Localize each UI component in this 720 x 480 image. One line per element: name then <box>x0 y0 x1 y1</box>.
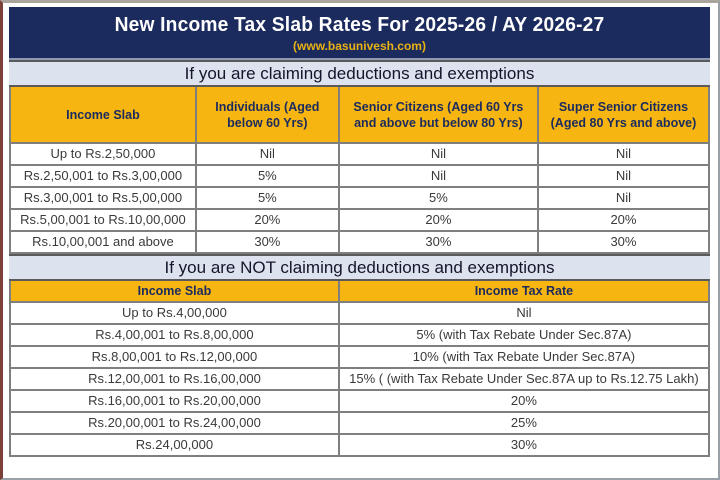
table-cell: Rs.12,00,001 to Rs.16,00,000 <box>9 369 340 391</box>
table-cell: 5% <box>197 188 340 210</box>
table-cell: Nil <box>539 166 710 188</box>
table-row <box>9 413 710 435</box>
table-cell: 20% <box>539 210 710 232</box>
table-cell: Up to Rs.2,50,000 <box>9 144 197 166</box>
table-cell: Nil <box>340 144 539 166</box>
table-row <box>9 210 710 232</box>
table-cell: 15% ( (with Tax Rebate Under Sec.87A up to Rs.12.75 Lakh) <box>340 369 710 391</box>
page-title: New Income Tax Slab Rates For 2025-26 / AY 2026-27 <box>114 13 605 36</box>
table-cell: 30% <box>197 232 340 254</box>
table-header-row <box>9 281 710 303</box>
table-cell: 5% <box>197 166 340 188</box>
table-row <box>9 325 710 347</box>
table-cell: 30% <box>539 232 710 254</box>
table-row <box>9 369 710 391</box>
table-cell: Rs.8,00,001 to Rs.12,00,000 <box>9 347 340 369</box>
section-heading-deductions: If you are claiming deductions and exemptions <box>9 60 710 87</box>
deductions-table <box>9 87 710 254</box>
table-row <box>9 303 710 325</box>
table-row <box>9 166 710 188</box>
table-row <box>9 144 710 166</box>
table-cell: 10% (with Tax Rebate Under Sec.87A) <box>340 347 710 369</box>
table-row <box>9 435 710 457</box>
column-header: Income Slab <box>9 281 340 303</box>
table-cell: 5% (with Tax Rebate Under Sec.87A) <box>340 325 710 347</box>
table-row <box>9 391 710 413</box>
section-heading-no-deductions: If you are NOT claiming deductions and exemptions <box>9 254 710 281</box>
table-cell: 30% <box>340 435 710 457</box>
table-cell: Nil <box>340 303 710 325</box>
table-cell: 20% <box>340 210 539 232</box>
table-cell: 20% <box>340 391 710 413</box>
table-row <box>9 347 710 369</box>
table-row <box>9 232 710 254</box>
table-cell: Rs.20,00,001 to Rs.24,00,000 <box>9 413 340 435</box>
column-header: Income Tax Rate <box>340 281 710 303</box>
table-cell: Nil <box>539 188 710 210</box>
table-cell: Nil <box>340 166 539 188</box>
header-banner <box>9 7 710 60</box>
table-cell: 20% <box>197 210 340 232</box>
table-cell: Nil <box>539 144 710 166</box>
column-header: Super Senior Citizens (Aged 80 Yrs and above) <box>539 87 710 144</box>
table-cell: 30% <box>340 232 539 254</box>
table-header-row <box>9 87 710 144</box>
table-cell: Up to Rs.4,00,000 <box>9 303 340 325</box>
site-url-text: (www.basunivesh.com) <box>293 38 426 53</box>
table-cell: Rs.24,00,000 <box>9 435 340 457</box>
table-row <box>9 188 710 210</box>
table-cell: Rs.2,50,001 to Rs.3,00,000 <box>9 166 197 188</box>
table-cell: Rs.10,00,001 and above <box>9 232 197 254</box>
table-cell: Rs.16,00,001 to Rs.20,00,000 <box>9 391 340 413</box>
page-frame <box>3 3 718 478</box>
no-deductions-table <box>9 281 710 457</box>
column-header: Individuals (Aged below 60 Yrs) <box>197 87 340 144</box>
column-header: Income Slab <box>9 87 197 144</box>
table-cell: Rs.4,00,001 to Rs.8,00,000 <box>9 325 340 347</box>
column-header: Senior Citizens (Aged 60 Yrs and above but below 80 Yrs) <box>340 87 539 144</box>
table-cell: 5% <box>340 188 539 210</box>
table-cell: Nil <box>197 144 340 166</box>
table-cell: Rs.5,00,001 to Rs.10,00,000 <box>9 210 197 232</box>
table-cell: Rs.3,00,001 to Rs.5,00,000 <box>9 188 197 210</box>
table-cell: 25% <box>340 413 710 435</box>
